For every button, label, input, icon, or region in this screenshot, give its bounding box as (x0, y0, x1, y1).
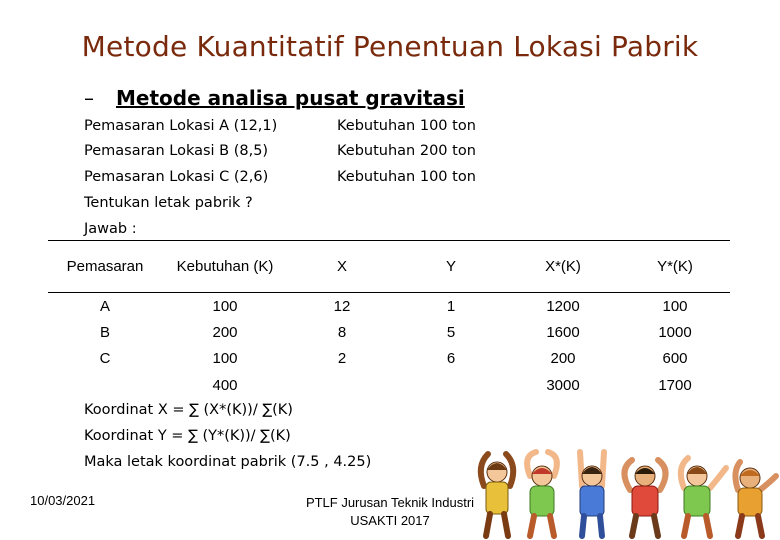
conclusion-text: Maka letak koordinat pabrik (7.5 , 4.25) (84, 454, 372, 470)
problem-need-b: Kebutuhan 200 ton (337, 143, 476, 159)
subheading-text: Metode analisa pusat gravitasi (116, 86, 465, 110)
kids-illustration (470, 446, 780, 540)
problem-location-c: Pemasaran Lokasi C (2,6) (84, 169, 269, 185)
table-cell: 2 (337, 350, 347, 368)
problem-need-c: Kebutuhan 100 ton (337, 169, 476, 185)
header-xk: X*(K) (506, 241, 620, 293)
slide-title: Metode Kuantitatif Penentuan Lokasi Pabrik (81, 30, 699, 63)
table-cell: 200 (550, 350, 576, 368)
kid-figure (527, 452, 557, 536)
header-y: Y (396, 241, 506, 293)
formula-y: Koordinat Y = ∑ (Y*(K))/ ∑(K) (84, 428, 291, 444)
table-cell (48, 372, 162, 399)
table-cell: 12 (333, 297, 351, 315)
header-kebutuhan: Kebutuhan (K) (162, 241, 288, 293)
table-cell: 1600 (546, 323, 580, 341)
problem-location-b: Pemasaran Lokasi B (8,5) (84, 143, 269, 159)
table-cell: 1 (446, 297, 456, 315)
kid-figure (735, 462, 776, 536)
problem-location-a: Pemasaran Lokasi A (12,1) (84, 118, 278, 134)
table-cell: 100 (212, 297, 238, 315)
table-row (48, 293, 730, 320)
footer-line-2: USAKTI 2017 (350, 513, 430, 528)
table-row (48, 319, 730, 346)
table-cell (396, 372, 506, 399)
table-cell: 6 (446, 350, 456, 368)
kid-figure (580, 452, 604, 536)
table-header-row (48, 241, 730, 293)
table-cell: 3000 (546, 376, 580, 394)
table-cell: 400 (212, 376, 238, 394)
formula-x: Koordinat X = ∑ (X*(K))/ ∑(K) (84, 402, 293, 418)
table-cell: 1200 (546, 297, 580, 315)
table-cell: B (99, 323, 110, 341)
question-text: Tentukan letak pabrik ? (84, 195, 253, 211)
table-cell: 8 (337, 323, 347, 341)
table-cell (288, 372, 396, 399)
table-cell: 100 (662, 297, 688, 315)
bullet-dash: – (84, 86, 94, 110)
table-cell: 1700 (658, 376, 692, 394)
footer-date: 10/03/2021 (30, 493, 96, 508)
table-row (48, 346, 730, 373)
table-cell: 1000 (658, 323, 692, 341)
answer-label: Jawab : (84, 221, 137, 237)
header-pemasaran: Pemasaran (48, 241, 162, 293)
gravity-table (48, 240, 730, 399)
header-yk: Y*(K) (620, 241, 730, 293)
table-cell: C (99, 350, 111, 368)
header-x: X (288, 241, 396, 293)
kid-figure (681, 458, 726, 536)
table-cell: 600 (662, 350, 688, 368)
table-cell: A (99, 297, 110, 315)
table-cell: 5 (446, 323, 456, 341)
problem-need-a: Kebutuhan 100 ton (337, 118, 476, 134)
footer-line-1: PTLF Jurusan Teknik Industri (305, 495, 475, 510)
table-cell: 100 (212, 350, 238, 368)
kid-figure (481, 454, 513, 536)
kid-figure (624, 460, 665, 536)
subheading (84, 86, 465, 110)
table-cell: 200 (212, 323, 238, 341)
table-total-row (48, 372, 730, 399)
footer-institution (290, 494, 490, 530)
